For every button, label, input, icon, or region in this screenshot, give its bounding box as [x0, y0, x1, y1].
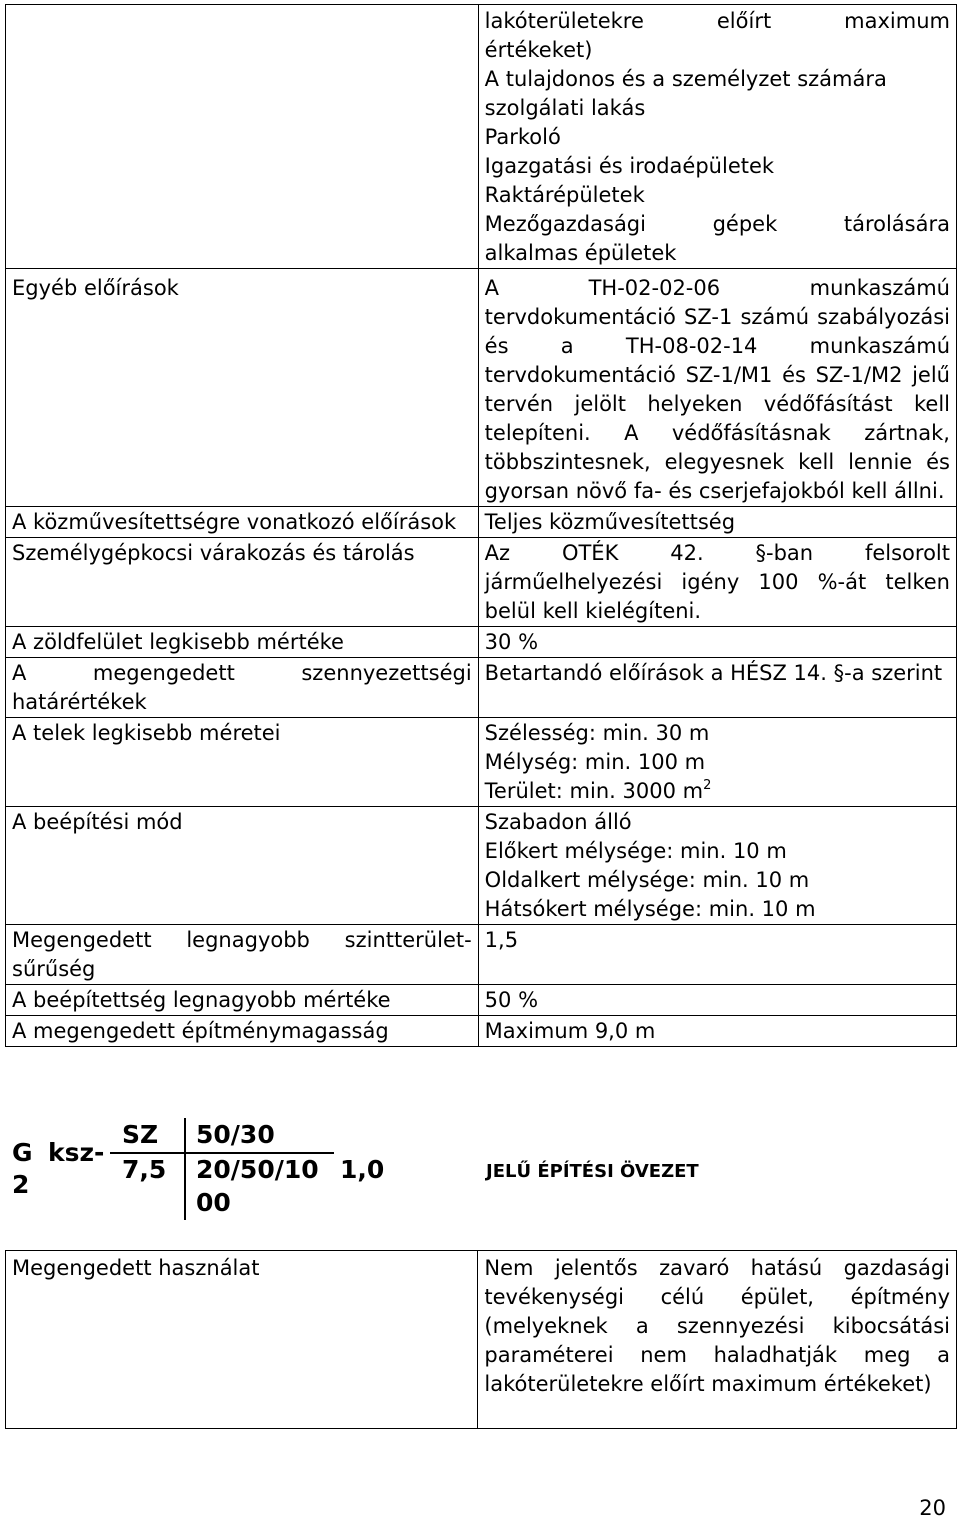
zone-code-height: 7,5	[122, 1155, 167, 1184]
row-value: 50 %	[478, 985, 956, 1016]
text-line: Előkert mélysége: min. 10 m	[484, 839, 787, 863]
row-label: A megengedett szennyezettségi határértékek	[6, 658, 479, 718]
row-label: A beépítettség legnagyobb mértéke	[6, 985, 479, 1016]
row-value-lines	[478, 718, 956, 807]
row-value: Az OTÉK 42. §-ban felsorolt járműelhelyezési igény 100 %-át telken belül kell kielégíteni.	[478, 538, 956, 627]
zone-code-lot-top: 50/30	[196, 1120, 275, 1149]
zone-title: JELŰ ÉPÍTÉSI ÖVEZET	[486, 1161, 699, 1182]
table-cell-allowed-uses	[478, 5, 956, 269]
row-label: Személygépkocsi várakozás és tárolás	[6, 538, 479, 627]
row-label: A telek legkisebb méretei	[6, 718, 479, 807]
allowed-use-table	[5, 1250, 957, 1429]
text-line	[485, 777, 950, 806]
table-row	[6, 718, 957, 807]
row-label: Megengedett legnagyobb szintterület-sűrűség	[6, 925, 479, 985]
row-value-lines	[478, 807, 956, 925]
row-value: Betartandó előírások a HÉSZ 14. §-a szerint	[478, 658, 956, 718]
text-line: értékeket)	[484, 38, 593, 62]
page-number: 20	[919, 1496, 946, 1520]
table-row	[6, 925, 957, 985]
row-label: Egyéb előírások	[6, 269, 479, 507]
text-line: Parkoló	[484, 125, 561, 149]
text-line: lakóterületekre előírt maximum	[484, 9, 950, 33]
row-value: A TH-02-02-06 munkaszámú tervdokumentáció SZ-1 számú szabályozási és a TH-08-02-14 munkaszámú tervdokumentáció SZ-1/M1 és SZ-1/M2 jelű tervén jelölt helyeken védőfásítást kell telepíteni. A védőfásításnak zártnak, többszintesnek, elegyesnek kell lennie és gyorsan növő fa- és cserjefajokból kell állni.	[478, 269, 956, 507]
zone-code-lot-bottom-b: 00	[196, 1188, 231, 1217]
text-line: A tulajdonos és a személyzet számára	[484, 67, 887, 91]
text-line: Raktárépületek	[484, 183, 645, 207]
text-line: Mélység: min. 100 m	[484, 750, 706, 774]
row-value: 1,5	[478, 925, 956, 985]
table-row	[6, 5, 957, 269]
zoning-requirements-table	[5, 4, 957, 1047]
zone-code-2: 2	[12, 1170, 30, 1199]
text-line: szolgálati lakás	[484, 96, 646, 120]
table-row	[6, 658, 957, 718]
row-value: Teljes közművesítettség	[478, 507, 956, 538]
text-line: Szélesség: min. 30 m	[484, 721, 710, 745]
table-row	[6, 1016, 957, 1047]
text-line: Oldalkert mélysége: min. 10 m	[484, 868, 810, 892]
zone-code-divider-vertical	[184, 1118, 186, 1220]
text-line: Mezőgazdasági gépek tárolására	[484, 212, 950, 236]
text-line: alkalmas épületek	[484, 241, 677, 265]
row-label: A beépítési mód	[6, 807, 479, 925]
zone-code-ratio: 1,0	[340, 1155, 385, 1184]
zone-code-lot-bottom-a: 20/50/10	[196, 1155, 319, 1184]
zone-code-sz: SZ	[122, 1120, 159, 1149]
row-label: A zöldfelület legkisebb mértéke	[6, 627, 479, 658]
row-value: Nem jelentős zavaró hatású gazdasági tevékenységi célú épület, építmény (melyeknek a szennyezési kibocsátási paraméterei nem haladhatják meg a lakóterületekre előírt maximum értékeket)	[478, 1251, 957, 1429]
zone-code-divider-horizontal	[110, 1152, 334, 1154]
area-text: Terület: min. 3000 m	[484, 779, 704, 803]
table-row	[6, 269, 957, 507]
table-cell-empty	[6, 5, 479, 269]
row-label: A közművesítettségre vonatkozó előírások	[6, 507, 479, 538]
superscript: 2	[703, 778, 712, 793]
zone-code-g: G	[12, 1138, 33, 1167]
row-value: Maximum 9,0 m	[478, 1016, 956, 1047]
table-row	[6, 1251, 957, 1429]
table-row	[6, 985, 957, 1016]
table-row	[6, 507, 957, 538]
table-row	[6, 627, 957, 658]
text-line: Igazgatási és irodaépületek	[484, 154, 775, 178]
table-row	[6, 807, 957, 925]
zone-code-ksz: ksz-	[48, 1138, 105, 1167]
table-row	[6, 538, 957, 627]
text-line: Hátsókert mélysége: min. 10 m	[484, 897, 816, 921]
row-value: 30 %	[478, 627, 956, 658]
row-label: A megengedett építménymagasság	[6, 1016, 479, 1047]
text-line: Szabadon álló	[484, 810, 632, 834]
row-label: Megengedett használat	[6, 1251, 478, 1429]
